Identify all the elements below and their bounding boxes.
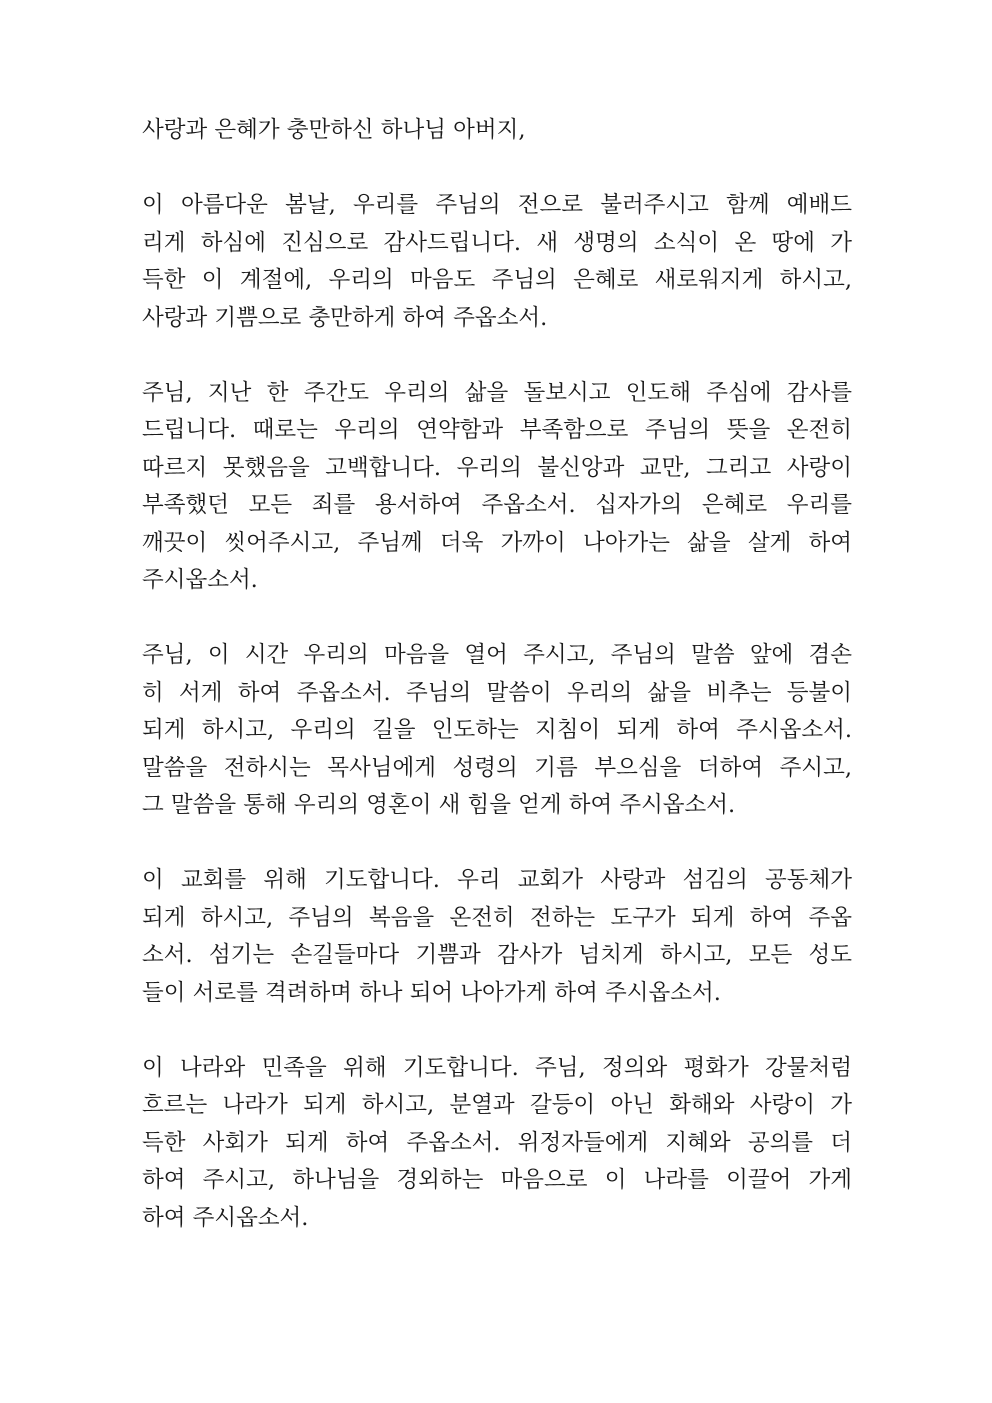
text-line: 깨끗이 씻어주시고, 주님께 더욱 가까이 나아가는 삶을 살게 하여 — [142, 529, 852, 556]
text-line: 하여 주시옵소서. — [142, 1204, 309, 1231]
paragraph-word — [142, 637, 852, 825]
text-line: 부족했던 모든 죄를 용서하여 주옵소서. 십자가의 은혜로 우리를 — [142, 492, 852, 518]
text-line: 이 교회를 위해 기도합니다. 우리 교회가 사랑과 섬김의 공동체가 — [142, 867, 852, 893]
paragraph-thanksgiving — [142, 187, 852, 337]
paragraph-greeting — [142, 112, 852, 150]
text-line: 득한 이 계절에, 우리의 마음도 주님의 은혜로 새로워지게 하시고, — [142, 267, 852, 293]
text-line: 사랑과 기쁨으로 충만하게 하여 주옵소서. — [142, 304, 548, 331]
paragraph-nation — [142, 1050, 852, 1238]
text-line: 하여 주시고, 하나님을 경외하는 마음으로 이 나라를 이끌어 가게 — [142, 1167, 852, 1193]
text-line: 드립니다. 때로는 우리의 연약함과 부족함으로 주님의 뜻을 온전히 — [142, 417, 852, 443]
text-line: 말씀을 전하시는 목사님에게 성령의 기름 부으심을 더하여 주시고, — [142, 754, 852, 781]
paragraph-confession — [142, 375, 852, 600]
document-page — [142, 112, 852, 1275]
text-line: 되게 하시고, 주님의 복음을 온전히 전하는 도구가 되게 하여 주옵 — [142, 904, 852, 931]
text-line: 주님, 지난 한 주간도 우리의 삶을 돌보시고 인도해 주심에 감사를 — [142, 379, 852, 406]
text-line: 리게 하심에 진심으로 감사드립니다. 새 생명의 소식이 온 땅에 가 — [142, 229, 852, 256]
text-line: 따르지 못했음을 고백합니다. 우리의 불신앙과 교만, 그리고 사랑이 — [142, 454, 852, 481]
text-line: 득한 사회가 되게 하여 주옵소서. 위정자들에게 지혜와 공의를 더 — [142, 1129, 852, 1156]
text-line: 되게 하시고, 우리의 길을 인도하는 지침이 되게 하여 주시옵소서. — [142, 717, 852, 743]
text-line: 흐르는 나라가 되게 하시고, 분열과 갈등이 아닌 화해와 사랑이 가 — [142, 1092, 852, 1118]
paragraph-church — [142, 862, 852, 1012]
text-line: 주님, 이 시간 우리의 마음을 열어 주시고, 주님의 말씀 앞에 겸손 — [142, 642, 852, 668]
text-line: 이 나라와 민족을 위해 기도합니다. 주님, 정의와 평화가 강물처럼 — [142, 1054, 852, 1081]
text-line: 주시옵소서. — [142, 567, 258, 593]
text-line: 히 서게 하여 주옵소서. 주님의 말씀이 우리의 삶을 비추는 등불이 — [142, 679, 852, 706]
text-line: 이 아름다운 봄날, 우리를 주님의 전으로 불러주시고 함께 예배드 — [142, 192, 852, 218]
text-line: 사랑과 은혜가 충만하신 하나님 아버지, — [142, 117, 526, 143]
text-line: 그 말씀을 통해 우리의 영혼이 새 힘을 얻게 하여 주시옵소서. — [142, 792, 736, 818]
text-line: 들이 서로를 격려하며 하나 되어 나아가게 하여 주시옵소서. — [142, 979, 721, 1006]
text-line: 소서. 섬기는 손길들마다 기쁨과 감사가 넘치게 하시고, 모든 성도 — [142, 942, 852, 968]
